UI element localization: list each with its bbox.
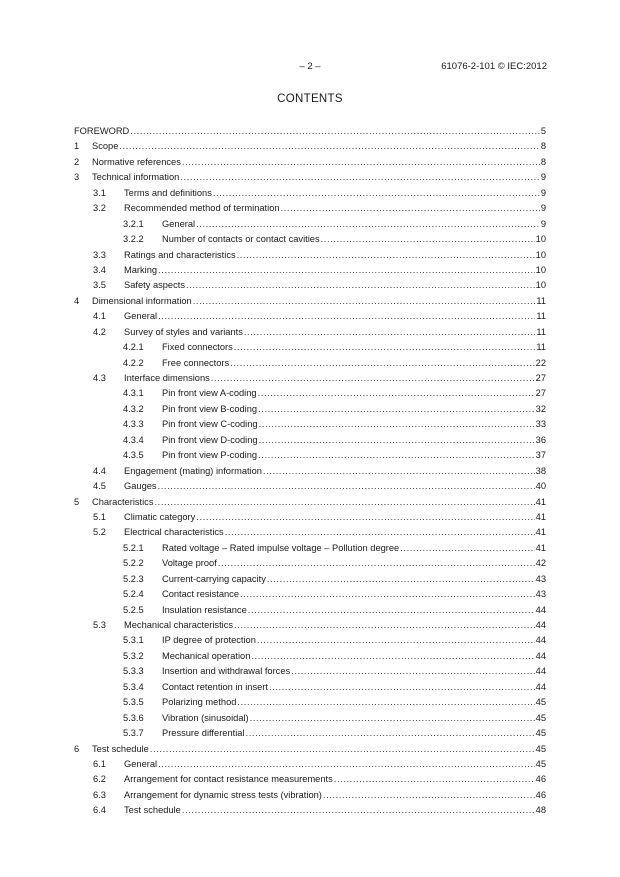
toc-entry-title: Dimensional information (92, 295, 192, 306)
toc-entry-page: 27 (535, 388, 546, 399)
toc-title: CONTENTS (277, 93, 343, 105)
toc-entry-page: 46 (535, 774, 546, 785)
toc-entry-line (162, 587, 546, 602)
toc-entry[interactable] (74, 495, 546, 510)
toc-entry-title: General (124, 311, 158, 322)
toc-entry[interactable] (74, 788, 546, 803)
dot-leader (211, 371, 535, 386)
toc-entry-number: 5.2.3 (123, 573, 144, 584)
toc-entry-number: 5.3.3 (123, 666, 144, 677)
toc-entry[interactable] (74, 603, 546, 618)
toc-entry[interactable] (74, 479, 546, 494)
toc-entry-title: Voltage proof (162, 558, 217, 569)
dot-leader (218, 556, 535, 571)
toc-entry-page: 32 (535, 403, 546, 414)
toc-entry-number: 4.1 (93, 311, 106, 322)
dot-leader (130, 124, 540, 139)
toc-entry-page: 41 (535, 496, 546, 507)
dot-leader (237, 248, 535, 263)
dot-leader (158, 757, 535, 772)
toc-entry-title: IP degree of protection (162, 635, 256, 646)
toc-entry-title: Technical information (92, 172, 180, 183)
toc-entry-line (124, 772, 546, 787)
toc-entry-line (92, 495, 546, 510)
toc-entry-title: General (124, 758, 158, 769)
toc-entry-number: 3.5 (93, 280, 106, 291)
toc-entry-number: 3.1 (93, 187, 106, 198)
toc-entry-number: 5.3.6 (123, 712, 144, 723)
toc-entry-line (124, 309, 546, 324)
dot-leader (186, 278, 535, 293)
toc-entry-number: 3.4 (93, 264, 106, 275)
dot-leader (234, 618, 535, 633)
toc-entry-page: 11 (536, 326, 546, 337)
toc-entry-number: 6 (74, 743, 80, 754)
toc-entry-number: 5.3.5 (123, 697, 144, 708)
toc-entry-number: 1 (74, 141, 80, 152)
toc-entry-title: Insertion and withdrawal forces (162, 666, 291, 677)
toc-entry-title: FOREWORD (74, 126, 130, 136)
dot-leader (154, 495, 534, 510)
toc-entry-page: 9 (540, 187, 546, 198)
toc-entry-page: 36 (535, 434, 546, 445)
toc-entry[interactable] (74, 680, 546, 695)
toc-entry-page: 44 (535, 681, 546, 692)
toc-entry-line (124, 248, 546, 263)
dot-leader (251, 649, 534, 664)
toc-entry-line (124, 803, 546, 818)
toc-entry-page: 9 (540, 218, 546, 229)
toc-entry-line (92, 742, 546, 757)
toc-entry-title: Recommended method of termination (124, 203, 280, 214)
toc-entry-number: 4 (74, 295, 80, 306)
toc-entry-line (162, 695, 546, 710)
toc-entry[interactable] (74, 402, 546, 417)
toc-entry-title: Insulation resistance (162, 604, 247, 615)
toc-entry-title: Arrangement for contact resistance measurements (124, 774, 333, 785)
toc-entry-title: Survey of styles and variants (124, 326, 243, 337)
toc-entry-page: 11 (536, 295, 546, 306)
toc-entry[interactable] (74, 695, 546, 710)
toc-entry-page: 11 (536, 311, 546, 322)
toc-entry[interactable] (74, 232, 546, 247)
dot-leader (213, 186, 540, 201)
toc-entry-title: Ratings and characteristics (124, 249, 236, 260)
toc-entry-line (124, 278, 546, 293)
toc-entry-page: 10 (535, 280, 546, 291)
toc-entry-page: 40 (535, 481, 546, 492)
toc-entry-page: 46 (535, 789, 546, 800)
toc-entry-title: General (162, 218, 196, 229)
toc-entry-line (162, 649, 546, 664)
toc-entry-number: 3.3 (93, 249, 106, 260)
toc-entry-title: Terms and definitions (124, 187, 212, 198)
toc-entry[interactable] (74, 711, 546, 726)
toc-entry-number: 4.3.1 (123, 388, 144, 399)
toc-entry-number: 4.3 (93, 373, 106, 383)
toc-entry-page: 41 (535, 542, 546, 553)
toc-entry-page: 11 (536, 342, 546, 353)
toc-entry[interactable] (74, 386, 546, 401)
toc-entry-line (162, 633, 546, 648)
toc-entry[interactable] (74, 248, 546, 263)
toc-entry-page: 8 (540, 156, 546, 167)
dot-leader (180, 170, 539, 185)
toc-entry-page: 10 (535, 264, 546, 275)
dot-leader (269, 680, 535, 695)
dot-leader (237, 695, 534, 710)
toc-entry-line (124, 464, 546, 479)
toc-entry-page: 9 (540, 203, 546, 214)
toc-entry-title: Normative references (92, 156, 181, 167)
toc-entry[interactable] (74, 124, 546, 139)
toc-entry-page: 38 (535, 465, 546, 476)
toc-entry[interactable] (74, 618, 546, 633)
toc-entry[interactable] (74, 525, 546, 540)
toc-entry-number: 2 (74, 156, 80, 167)
toc-entry-title: Pin front view A-coding (162, 388, 257, 399)
toc-entry-number: 5.2.1 (123, 542, 144, 553)
dot-leader (400, 541, 534, 556)
toc-entry[interactable] (74, 263, 546, 278)
toc-entry-page: 44 (535, 620, 546, 630)
toc-entry-line (162, 680, 546, 695)
toc-entry[interactable] (74, 464, 546, 479)
dot-leader (240, 587, 535, 602)
toc-entry-line (162, 541, 546, 556)
toc-entry-number: 5.3.1 (123, 635, 144, 646)
toc-entry[interactable] (74, 757, 546, 772)
toc-entry[interactable] (74, 556, 546, 571)
toc-entry-line (162, 711, 546, 726)
toc-entry[interactable] (74, 217, 546, 232)
toc-entry-title: Pin front view B-coding (162, 403, 258, 414)
toc-entry-title: Polarizing method (162, 697, 237, 708)
toc-entry-title: Pin front view D-coding (162, 434, 258, 445)
toc-entry-number: 6.3 (93, 789, 106, 800)
dot-leader (246, 726, 535, 741)
toc-entry-title: Contact resistance (162, 589, 239, 600)
dot-leader (258, 386, 535, 401)
dot-leader (196, 510, 534, 525)
toc-entry-number: 5.3.2 (123, 650, 144, 661)
toc-entry-line (162, 386, 546, 401)
toc-entry[interactable] (74, 664, 546, 679)
toc-entry-page: 8 (540, 141, 546, 152)
toc-entry-number: 4.3.5 (123, 450, 144, 461)
dot-leader (257, 633, 535, 648)
toc-entry-title: Test schedule (124, 805, 181, 816)
toc-entry-number: 4.3.2 (123, 403, 144, 414)
document-reference: 61076-2-101 © IEC:2012 (441, 61, 547, 72)
toc-entry-number: 3.2.1 (123, 218, 144, 229)
toc-entry[interactable] (74, 170, 546, 185)
toc-entry-title: Pin front view P-coding (162, 450, 258, 461)
dot-leader (248, 603, 535, 618)
toc-entry[interactable] (74, 433, 546, 448)
toc-entry-number: 3.2 (93, 203, 106, 214)
toc-entry-page: 22 (535, 357, 546, 368)
dot-leader (230, 356, 534, 371)
toc-entry-title: Pin front view C-coding (162, 419, 258, 430)
toc-entry[interactable] (74, 649, 546, 664)
toc-entry[interactable] (74, 294, 546, 309)
toc-entry-line (124, 325, 546, 340)
toc-entry[interactable] (74, 309, 546, 324)
toc-entry-title: Gauges (124, 481, 157, 492)
toc-entry-number: 4.2 (93, 326, 106, 337)
toc-entry[interactable] (74, 201, 546, 216)
dot-leader (119, 139, 539, 154)
toc-entry-page: 45 (535, 712, 546, 723)
dot-leader (193, 294, 536, 309)
dot-leader (158, 309, 535, 324)
toc-entry-page: 9 (540, 172, 546, 183)
toc-entry-line (162, 417, 546, 432)
toc-entry[interactable] (74, 325, 546, 340)
toc-entry-page: 10 (535, 249, 546, 260)
toc-entry[interactable] (74, 448, 546, 463)
toc-entry-page: 37 (535, 450, 546, 461)
toc-entry-line (124, 186, 546, 201)
toc-entry-page: 45 (535, 743, 546, 754)
toc-entry[interactable] (74, 541, 546, 556)
toc-entry-title: Climatic category (124, 511, 196, 522)
dot-leader (258, 402, 535, 417)
dot-leader (182, 803, 535, 818)
toc-entry-title: Free connectors (162, 357, 230, 368)
dot-leader (225, 525, 535, 540)
dot-leader (323, 788, 535, 803)
toc-entry-page: 48 (535, 805, 546, 816)
toc-entry-line (162, 726, 546, 741)
toc-entry-number: 6.2 (93, 774, 106, 785)
toc-entry[interactable] (74, 510, 546, 525)
toc-entry-title: Mechanical operation (162, 650, 251, 661)
toc-entry-number: 4.5 (93, 481, 106, 492)
toc-entry-number: 4.2.2 (123, 357, 144, 368)
dot-leader (250, 711, 535, 726)
dot-leader (263, 464, 535, 479)
toc-entry-title: Characteristics (92, 496, 154, 507)
toc-entry-title: Test schedule (92, 743, 149, 754)
toc-entry[interactable] (74, 587, 546, 602)
toc-entry-line (124, 371, 546, 386)
dot-leader (321, 232, 535, 247)
toc-entry-page: 41 (535, 527, 546, 538)
dot-leader (291, 664, 535, 679)
toc-entry-line (162, 556, 546, 571)
toc-entry-line (162, 572, 546, 587)
toc-entry-title: Electrical characteristics (124, 527, 224, 538)
dot-leader (196, 217, 540, 232)
toc-entry-number: 5.2.5 (123, 604, 144, 615)
toc-entry-number: 6.1 (93, 758, 106, 769)
toc-entry[interactable] (74, 155, 546, 170)
dot-leader (150, 742, 535, 757)
toc-entry[interactable] (74, 186, 546, 201)
toc-entry-number: 4.2.1 (123, 342, 144, 353)
toc-entry-number: 5.3.7 (123, 728, 144, 739)
toc-entry[interactable] (74, 417, 546, 432)
toc-entry-number: 6.4 (93, 805, 106, 816)
toc-entry-title: Safety aspects (124, 280, 185, 291)
dot-leader (281, 201, 540, 216)
dot-leader (158, 263, 535, 278)
toc-entry-number: 5.3.4 (123, 681, 144, 692)
toc-entry[interactable] (74, 772, 546, 787)
toc-entry-number: 5.3 (93, 620, 106, 630)
toc-entry-page: 44 (535, 635, 546, 646)
toc-entry-page: 41 (535, 511, 546, 522)
toc-entry[interactable] (74, 572, 546, 587)
toc-entry-page: 42 (535, 558, 546, 569)
toc-entry-page: 44 (535, 650, 546, 661)
toc-entry-title: Mechanical characteristics (124, 620, 234, 630)
toc-entry-page: 45 (535, 728, 546, 739)
toc-entry[interactable] (74, 356, 546, 371)
toc-entry-page: 10 (535, 234, 546, 245)
toc-entry[interactable] (74, 340, 546, 355)
toc-entry-number: 3.2.2 (123, 234, 144, 245)
dot-leader (234, 340, 536, 355)
toc-entry-title: Number of contacts or contact cavities (162, 234, 320, 245)
toc-entry-number: 4.4 (93, 465, 106, 476)
toc-entry-page: 33 (535, 419, 546, 430)
table-of-contents (74, 124, 546, 819)
toc-entry[interactable] (74, 278, 546, 293)
toc-entry-number: 5.2 (93, 527, 106, 538)
toc-entry-title: Marking (124, 264, 158, 275)
toc-entry-line (162, 664, 546, 679)
toc-entry-title: Fixed connectors (162, 342, 233, 353)
toc-entry-title: Scope (92, 141, 119, 152)
toc-entry-line (162, 217, 546, 232)
toc-entry-line (124, 263, 546, 278)
toc-entry-title: Rated voltage – Rated impulse voltage – Pollution degree (162, 542, 400, 553)
toc-entry[interactable] (74, 803, 546, 818)
toc-entry-page: 5 (540, 126, 546, 136)
toc-entry-line (162, 340, 546, 355)
toc-entry-title: Engagement (mating) information (124, 465, 262, 476)
toc-entry-line (124, 525, 546, 540)
toc-entry[interactable] (74, 742, 546, 757)
dot-leader (259, 417, 535, 432)
toc-entry-page: 44 (535, 666, 546, 677)
toc-entry-line (74, 124, 546, 139)
toc-entry-line (124, 788, 546, 803)
toc-entry[interactable] (74, 371, 546, 386)
toc-entry-page: 45 (535, 697, 546, 708)
toc-entry-number: 4.3.3 (123, 419, 144, 430)
dot-leader (258, 448, 535, 463)
toc-entry-line (162, 356, 546, 371)
toc-entry[interactable] (74, 726, 546, 741)
toc-entry-page: 44 (535, 604, 546, 615)
dot-leader (259, 433, 535, 448)
toc-entry[interactable] (74, 139, 546, 154)
toc-entry-title: Arrangement for dynamic stress tests (vibration) (124, 789, 322, 800)
toc-entry-line (124, 479, 546, 494)
page-number: – 2 – (299, 61, 321, 72)
toc-entry-number: 5.1 (93, 511, 106, 522)
dot-leader (158, 479, 535, 494)
toc-entry-line (124, 618, 546, 633)
dot-leader (182, 155, 540, 170)
dot-leader (244, 325, 535, 340)
toc-entry-number: 5.2.4 (123, 589, 144, 600)
toc-entry-number: 3 (74, 172, 80, 183)
toc-entry-line (124, 510, 546, 525)
toc-entry-line (162, 232, 546, 247)
toc-entry-title: Vibration (sinusoidal) (162, 712, 249, 723)
dot-leader (334, 772, 535, 787)
toc-entry-number: 5 (74, 496, 80, 507)
toc-entry-line (124, 757, 546, 772)
toc-entry-number: 4.3.4 (123, 434, 144, 445)
toc-entry-title: Pressure differential (162, 728, 245, 739)
dot-leader (267, 572, 535, 587)
toc-entry-title: Interface dimensions (124, 373, 210, 383)
toc-entry-page: 43 (535, 573, 546, 584)
toc-entry-line (162, 402, 546, 417)
toc-entry-line (162, 603, 546, 618)
toc-entry-title: Current-carrying capacity (162, 573, 266, 584)
toc-entry[interactable] (74, 633, 546, 648)
toc-entry-line (162, 433, 546, 448)
toc-entry-page: 45 (535, 758, 546, 769)
toc-entry-number: 5.2.2 (123, 558, 144, 569)
toc-entry-line (92, 155, 546, 170)
toc-entry-page: 43 (535, 589, 546, 600)
toc-entry-line (92, 294, 546, 309)
toc-entry-line (92, 170, 546, 185)
toc-entry-line (124, 201, 546, 216)
toc-entry-line (92, 139, 546, 154)
toc-entry-line (162, 448, 546, 463)
toc-entry-title: Contact retention in insert (162, 681, 268, 692)
toc-entry-page: 27 (535, 373, 546, 383)
